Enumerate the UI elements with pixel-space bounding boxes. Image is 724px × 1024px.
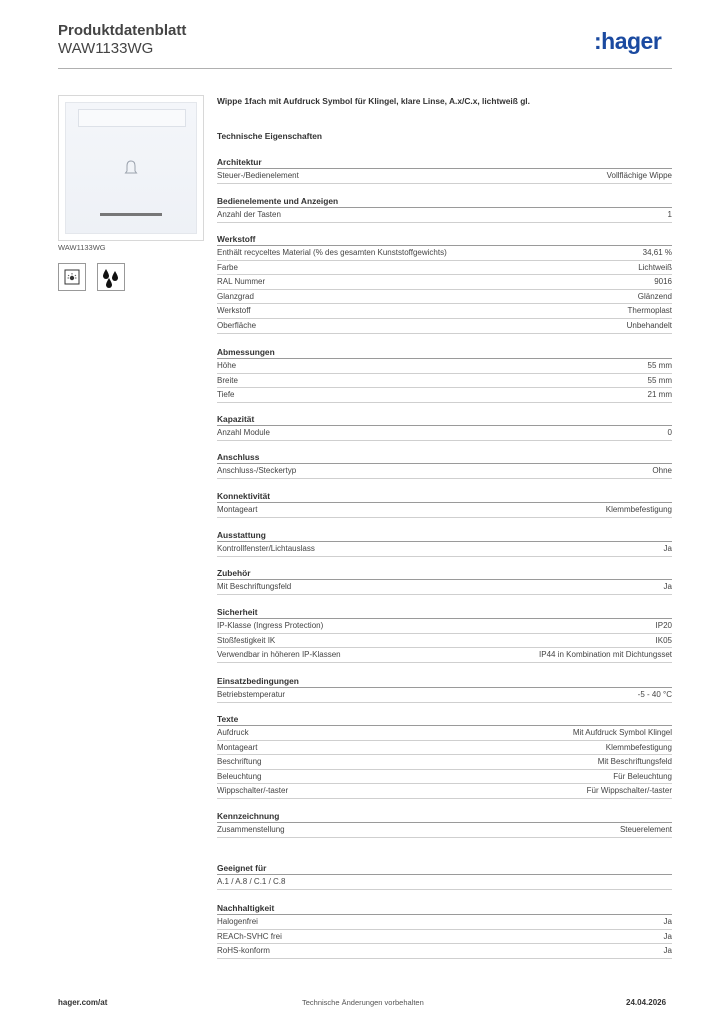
- spec-value: Ja: [663, 544, 672, 553]
- spec-row: [217, 319, 672, 334]
- image-label: WAW1133WG: [58, 243, 106, 252]
- footer-disclaimer: Technische Änderungen vorbehalten: [302, 998, 424, 1007]
- spec-row: [217, 304, 672, 319]
- spec-value: Lichtweiß: [638, 262, 672, 272]
- section-title: Zubehör: [217, 567, 672, 580]
- spec-label: Steuer-/Bedienelement: [217, 171, 299, 180]
- section-title: Kennzeichnung: [217, 810, 672, 823]
- spec-value: IP44 in Kombination mit Dichtungsset: [539, 650, 672, 660]
- spec-value: 55 mm: [647, 361, 672, 370]
- label-window: [78, 109, 186, 127]
- spec-label: Stoßfestigkeit IK: [217, 635, 276, 645]
- bell-icon: [123, 159, 139, 177]
- page-title: Produktdatenblatt: [58, 22, 187, 39]
- spec-label: Anschluss-/Steckertyp: [217, 466, 297, 475]
- spec-row: [217, 503, 672, 518]
- spec-label: Glanzgrad: [217, 291, 254, 301]
- tech-properties-heading: Technische Eigenschaften: [217, 131, 323, 141]
- section-title: Konnektivität: [217, 490, 672, 503]
- rocker-plate: [65, 102, 197, 234]
- spec-value: Glänzend: [637, 291, 672, 301]
- spec-label: RoHS-konform: [217, 946, 270, 956]
- spec-label: Höhe: [217, 361, 237, 370]
- spec-label: Aufdruck: [217, 728, 249, 737]
- spec-value: Mit Aufdruck Symbol Klingel: [572, 728, 672, 737]
- spec-row: [217, 580, 672, 595]
- spec-label: Oberfläche: [217, 320, 257, 330]
- spec-value: Klemmbefestigung: [605, 505, 672, 514]
- spec-label: Betriebstemperatur: [217, 690, 286, 699]
- spec-label: A.1 / A.8 / C.1 / C.8: [217, 877, 286, 886]
- spec-section: [217, 413, 672, 441]
- section-title: Ausstattung: [217, 529, 672, 542]
- footer-date: 24.04.2026: [626, 998, 667, 1007]
- spec-row: [217, 208, 672, 223]
- spec-label: Anzahl Module: [217, 428, 270, 437]
- spec-row: [217, 246, 672, 261]
- spec-label: Tiefe: [217, 390, 235, 400]
- spec-section: [217, 346, 672, 403]
- spec-section: [217, 195, 672, 223]
- spec-label: Kontrollfenster/Lichtauslass: [217, 544, 315, 553]
- spec-row: [217, 261, 672, 276]
- section-title: Bedienelemente und Anzeigen: [217, 195, 672, 208]
- spec-value: Mit Beschriftungsfeld: [597, 757, 672, 767]
- spec-row: [217, 648, 672, 663]
- spec-value: Ohne: [652, 466, 672, 475]
- section-title: Einsatzbedingungen: [217, 675, 672, 688]
- spec-row: [217, 388, 672, 403]
- spec-label: Anzahl der Tasten: [217, 210, 281, 219]
- hager-logo: :hager: [594, 28, 662, 54]
- spec-value: 9016: [654, 277, 672, 287]
- spec-label: Beschriftung: [217, 757, 262, 767]
- spec-row: [217, 290, 672, 305]
- spec-section: [217, 713, 672, 799]
- section-title: Architektur: [217, 156, 672, 169]
- spec-value: Thermoplast: [627, 306, 672, 316]
- spec-row: [217, 770, 672, 785]
- spec-row: [217, 726, 672, 741]
- spec-value: 55 mm: [647, 375, 672, 385]
- spec-section: [217, 862, 672, 890]
- spec-row: [217, 823, 672, 838]
- spec-section: [217, 810, 672, 838]
- spec-label: Montageart: [217, 742, 258, 752]
- section-title: Nachhaltigkeit: [217, 902, 672, 915]
- spec-row: [217, 464, 672, 479]
- spec-section: [217, 156, 672, 184]
- spec-label: REACh-SVHC frei: [217, 931, 282, 941]
- spec-label: Halogenfrei: [217, 917, 258, 926]
- spec-row: [217, 619, 672, 634]
- spec-value: Für Beleuchtung: [613, 771, 672, 781]
- spec-row: [217, 275, 672, 290]
- spec-label: Wippschalter/-taster: [217, 786, 289, 796]
- product-description: Wippe 1fach mit Aufdruck Symbol für Klingel, klare Linse, A.x/C.x, lichtweiß gl.: [217, 96, 530, 106]
- spec-row: [217, 542, 672, 557]
- article-number: WAW1133WG: [58, 40, 154, 57]
- spec-value: 1: [667, 210, 672, 219]
- spec-label: Verwendbar in höheren IP-Klassen: [217, 650, 341, 660]
- spec-value: Ja: [663, 582, 672, 591]
- spec-section: [217, 490, 672, 518]
- spec-label: Beleuchtung: [217, 771, 262, 781]
- spec-value: 0: [667, 428, 672, 437]
- spec-row: [217, 755, 672, 770]
- drops-icon: [97, 263, 125, 291]
- spec-value: 21 mm: [647, 390, 672, 400]
- spec-value: -5 - 40 °C: [637, 690, 672, 699]
- spec-section: [217, 902, 672, 959]
- spec-value: Für Wippschalter/-taster: [586, 786, 672, 796]
- spec-row: [217, 359, 672, 374]
- spec-label: Zusammenstellung: [217, 825, 285, 834]
- spec-label: IP-Klasse (Ingress Protection): [217, 621, 324, 630]
- spec-label: Enthält recyceltes Material (% des gesamten Kunststoffgewichts): [217, 248, 447, 257]
- spec-row: [217, 930, 672, 945]
- spec-value: Vollflächige Wippe: [606, 171, 672, 180]
- spec-row: [217, 944, 672, 959]
- header-divider: [58, 68, 672, 69]
- spec-row: [217, 784, 672, 799]
- spec-label: Breite: [217, 375, 238, 385]
- section-title: Kapazität: [217, 413, 672, 426]
- spec-row: [217, 875, 672, 890]
- spec-section: [217, 675, 672, 703]
- section-title: Werkstoff: [217, 233, 672, 246]
- spec-value: Ja: [663, 946, 672, 956]
- spec-label: Werkstoff: [217, 306, 251, 316]
- spec-section: [217, 233, 672, 334]
- spec-section: [217, 451, 672, 479]
- light-icon: [58, 263, 86, 291]
- spec-value: 34,61 %: [642, 248, 672, 257]
- spec-label: RAL Nummer: [217, 277, 266, 287]
- spec-row: [217, 374, 672, 389]
- spec-label: Mit Beschriftungsfeld: [217, 582, 292, 591]
- spec-value: Ja: [663, 917, 672, 926]
- section-title: Sicherheit: [217, 606, 672, 619]
- spec-label: Montageart: [217, 505, 258, 514]
- spec-section: [217, 567, 672, 595]
- product-image: [58, 95, 204, 241]
- spec-label: Farbe: [217, 262, 238, 272]
- spec-value: Steuerelement: [619, 825, 672, 834]
- spec-row: [217, 688, 672, 703]
- spec-value: Klemmbefestigung: [605, 742, 672, 752]
- spec-value: Ja: [663, 931, 672, 941]
- spec-row: [217, 741, 672, 756]
- spec-row: [217, 634, 672, 649]
- section-title: Abmessungen: [217, 346, 672, 359]
- spec-value: IK05: [655, 635, 672, 645]
- spec-section: [217, 606, 672, 663]
- spec-section: [217, 529, 672, 557]
- spec-value: IP20: [655, 621, 672, 630]
- spec-row: [217, 915, 672, 930]
- footer-website: hager.com/at: [58, 998, 108, 1007]
- spec-value: Unbehandelt: [626, 320, 672, 330]
- section-title: Geeignet für: [217, 862, 672, 875]
- indicator-bar: [100, 213, 162, 216]
- section-title: Texte: [217, 713, 672, 726]
- spec-row: [217, 169, 672, 184]
- section-title: Anschluss: [217, 451, 672, 464]
- spec-row: [217, 426, 672, 441]
